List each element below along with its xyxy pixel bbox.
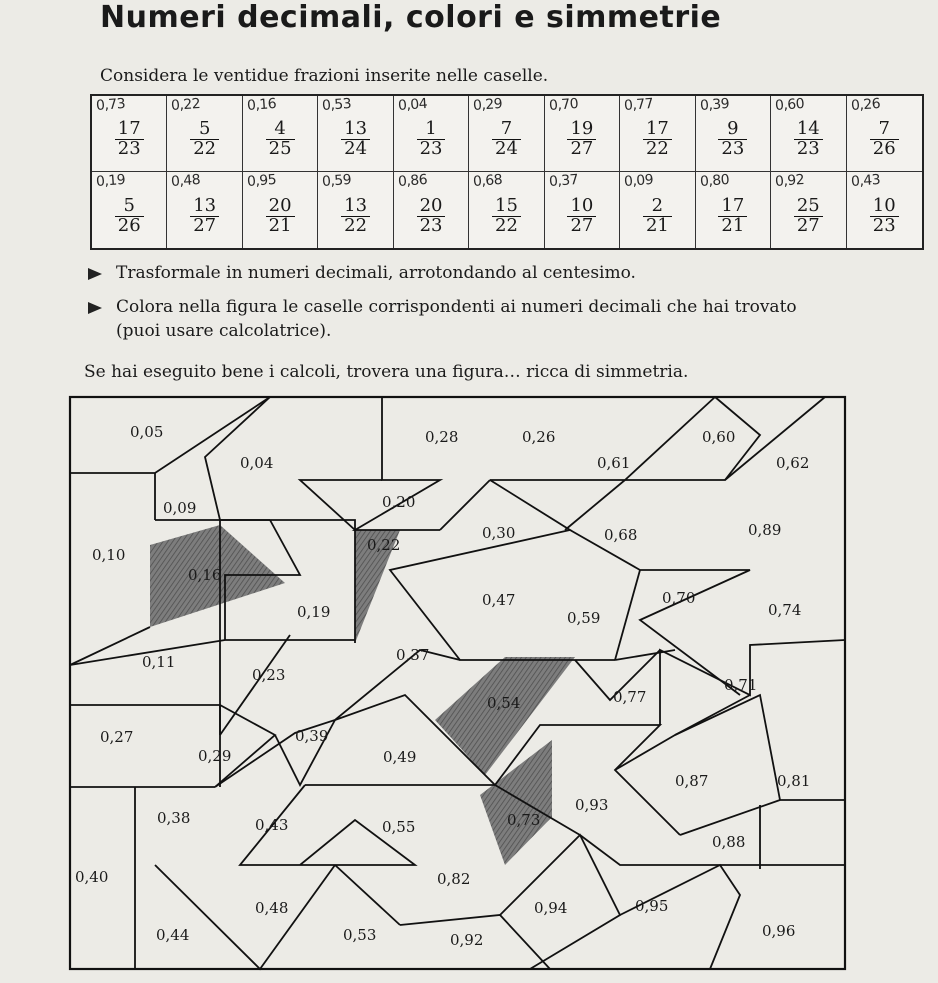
region-label: 0,22 [367, 536, 401, 554]
denominator: 27 [567, 139, 596, 159]
arrow-icon [88, 268, 102, 280]
region-label: 0,94 [534, 899, 568, 917]
instruction-2 [88, 297, 797, 317]
region-label: 0,54 [487, 694, 521, 712]
region-label: 0,43 [255, 816, 289, 834]
denominator: 23 [794, 139, 823, 159]
handwritten-decimal: 0,22 [170, 96, 202, 114]
region-label: 0,77 [613, 688, 647, 706]
instruction-text: Colora nella figura le caselle corrispondenti ai numeri decimali che hai trovato [116, 297, 797, 317]
region-label: 0,87 [675, 772, 709, 790]
intro-text: Considera le ventidue frazioni inserite nelle caselle. [100, 66, 549, 86]
handwritten-decimal: 0,73 [95, 96, 126, 114]
shaded-piece [435, 657, 575, 775]
region-label: 0,82 [437, 870, 471, 888]
denominator: 27 [190, 216, 219, 236]
region-label: 0,10 [92, 546, 126, 564]
handwritten-decimal: 0,80 [699, 172, 730, 190]
handwritten-decimal: 0,92 [774, 172, 805, 190]
region-label: 0,44 [156, 926, 190, 944]
instruction-text: Trasformale in numeri decimali, arrotondando al centesimo. [116, 263, 636, 283]
region-label: 0,38 [157, 809, 191, 827]
numerator: 4 [274, 118, 286, 140]
handwritten-decimal: 0,48 [170, 172, 202, 190]
numerator: 17 [117, 118, 141, 140]
handwritten-decimal: 0,60 [774, 96, 805, 114]
fraction-cell [394, 172, 469, 248]
fraction [341, 120, 370, 159]
fraction-cell [167, 96, 242, 172]
fraction-cell [92, 96, 167, 172]
fraction-cell [394, 96, 469, 172]
denominator: 23 [718, 139, 747, 159]
fraction [567, 194, 596, 236]
region-label: 0,23 [252, 666, 286, 684]
handwritten-decimal: 0,39 [699, 96, 730, 114]
numerator: 10 [872, 194, 896, 216]
numerator: 10 [570, 194, 594, 216]
region-label: 0,60 [702, 428, 736, 446]
handwritten-decimal: 0,43 [850, 172, 881, 190]
fraction [718, 120, 747, 159]
fraction [870, 194, 899, 236]
handwritten-decimal: 0,68 [472, 172, 503, 190]
region-label: 0,96 [762, 922, 796, 940]
region-label: 0,70 [662, 589, 696, 607]
region-label: 0,05 [130, 423, 164, 441]
symmetry-figure [60, 395, 860, 979]
denominator: 22 [341, 216, 370, 236]
fraction [870, 120, 899, 159]
fraction [266, 120, 295, 159]
region-label: 0,92 [450, 931, 484, 949]
numerator: 17 [721, 194, 745, 216]
denominator: 23 [417, 216, 446, 236]
region-label: 0,26 [522, 428, 556, 446]
handwritten-decimal: 0,19 [95, 172, 126, 190]
handwritten-decimal: 0,16 [246, 96, 277, 114]
handwritten-decimal: 0,53 [321, 96, 353, 114]
fraction-cell [847, 172, 922, 248]
region-label: 0,47 [482, 591, 516, 609]
fraction-cell [545, 172, 620, 248]
fraction [492, 194, 521, 236]
fraction-cell [696, 96, 771, 172]
denominator: 27 [567, 216, 596, 236]
fraction [417, 194, 446, 236]
numerator: 5 [123, 194, 135, 216]
denominator: 22 [190, 139, 219, 159]
handwritten-decimal: 0,70 [548, 96, 579, 114]
region-label: 0,88 [712, 833, 746, 851]
region-label: 0,59 [567, 609, 601, 627]
handwritten-decimal: 0,59 [321, 172, 353, 190]
denominator: 23 [417, 139, 446, 159]
numerator: 25 [796, 194, 820, 216]
numerator: 7 [500, 118, 513, 140]
instruction-2-cont [116, 321, 331, 341]
denominator: 24 [341, 139, 370, 159]
denominator: 22 [492, 216, 521, 236]
region-label: 0,28 [425, 428, 459, 446]
region-label: 0,48 [255, 899, 289, 917]
instruction-text: (puoi usare calcolatrice). [116, 321, 332, 341]
numerator: 5 [198, 118, 211, 140]
handwritten-decimal: 0,86 [397, 172, 428, 190]
denominator: 25 [266, 139, 295, 159]
denominator: 23 [870, 216, 899, 236]
region-label: 0,55 [382, 818, 416, 836]
region-label: 0,27 [100, 728, 134, 746]
fraction [567, 120, 596, 159]
region-label: 0,81 [777, 772, 811, 790]
numerator: 20 [419, 194, 443, 216]
region-label: 0,11 [142, 653, 176, 671]
denominator: 22 [643, 139, 672, 159]
fraction [115, 120, 144, 159]
numerator: 7 [878, 118, 890, 140]
numerator: 9 [727, 118, 739, 140]
numerator: 2 [651, 194, 664, 216]
fraction [190, 120, 219, 159]
fraction-cell [847, 96, 922, 172]
region-label: 0,93 [575, 796, 609, 814]
fraction-cell [545, 96, 620, 172]
numerator: 20 [268, 194, 292, 216]
arrow-icon [88, 302, 102, 314]
fraction [341, 194, 370, 236]
region-label: 0,62 [776, 454, 810, 472]
fraction [794, 194, 823, 236]
numerator: 15 [495, 194, 518, 216]
region-label: 0,89 [748, 521, 782, 539]
handwritten-decimal: 0,29 [472, 96, 503, 114]
fraction [417, 120, 446, 159]
region-label: 0,16 [188, 566, 222, 584]
fraction-cell [318, 96, 393, 172]
numerator: 14 [796, 118, 820, 140]
fraction-cell [243, 96, 318, 172]
numerator: 19 [570, 118, 594, 140]
fraction-cell [167, 172, 242, 248]
fraction-cell [620, 96, 695, 172]
fraction [492, 120, 521, 159]
handwritten-decimal: 0,77 [623, 96, 654, 114]
summary-text: Se hai eseguito bene i calcoli, trovera una figura… ricca di simmetria. [84, 362, 689, 382]
numerator: 1 [425, 118, 437, 140]
fraction [115, 194, 144, 236]
region-label: 0,40 [75, 868, 109, 886]
region-label: 0,49 [383, 748, 417, 766]
fraction-cell [620, 172, 695, 248]
denominator: 27 [794, 216, 823, 236]
fraction-cell [92, 172, 167, 248]
denominator: 26 [115, 216, 144, 236]
region-label: 0,71 [724, 676, 758, 694]
region-label: 0,19 [297, 603, 331, 621]
region-label: 0,39 [295, 727, 329, 745]
denominator: 21 [266, 216, 295, 236]
numerator: 13 [193, 194, 217, 216]
region-label: 0,95 [635, 897, 669, 915]
denominator: 21 [643, 216, 672, 236]
fraction [718, 194, 747, 236]
region-label: 0,29 [198, 747, 232, 765]
region-label: 0,30 [482, 524, 516, 542]
denominator: 26 [870, 139, 899, 159]
numerator: 13 [344, 118, 368, 140]
fraction-cell [469, 96, 544, 172]
region-label: 0,37 [396, 646, 430, 664]
denominator: 24 [492, 139, 521, 159]
fraction [266, 194, 295, 236]
fraction [190, 194, 219, 236]
handwritten-decimal: 0,37 [548, 172, 579, 190]
page-title: Numeri decimali, colori e simmetrie [100, 0, 722, 35]
fraction [643, 194, 672, 236]
fractions-table [90, 94, 924, 250]
figure-svg [60, 395, 860, 975]
fraction [794, 120, 823, 159]
fraction-cell [771, 172, 846, 248]
handwritten-decimal: 0,04 [397, 96, 428, 114]
instruction-1 [88, 263, 636, 283]
fraction-cell [696, 172, 771, 248]
region-label: 0,09 [163, 499, 197, 517]
region-label: 0,61 [597, 454, 631, 472]
numerator: 17 [645, 118, 669, 140]
denominator: 23 [115, 139, 144, 159]
region-label: 0,73 [507, 811, 541, 829]
fraction-cell [243, 172, 318, 248]
fraction-cell [318, 172, 393, 248]
region-label: 0,68 [604, 526, 638, 544]
fraction-cell [771, 96, 846, 172]
fraction-cell [469, 172, 544, 248]
denominator: 21 [718, 216, 747, 236]
numerator: 13 [344, 194, 368, 216]
handwritten-decimal: 0,09 [623, 172, 654, 190]
region-label: 0,20 [382, 493, 416, 511]
region-label: 0,53 [343, 926, 377, 944]
handwritten-decimal: 0,95 [246, 172, 277, 190]
handwritten-decimal: 0,26 [850, 96, 881, 114]
fraction [643, 120, 672, 159]
region-label: 0,04 [240, 454, 274, 472]
region-label: 0,74 [768, 601, 802, 619]
